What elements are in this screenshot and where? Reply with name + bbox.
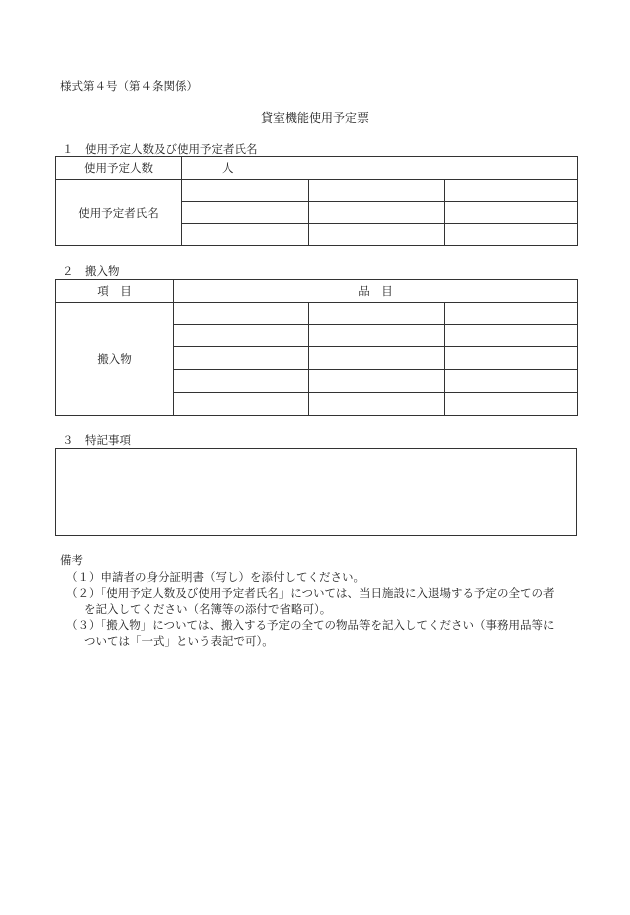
goods-table xyxy=(55,279,578,416)
goods-cell[interactable] xyxy=(445,393,578,416)
goods-cell[interactable] xyxy=(445,325,578,347)
goods-row-label: 搬入物 xyxy=(56,303,174,416)
attendee-name-cell[interactable] xyxy=(182,180,309,202)
section2-heading: ２ 搬入物 xyxy=(62,264,120,278)
page-title: 貸室機能使用予定票 xyxy=(260,111,369,125)
goods-cell[interactable] xyxy=(174,370,309,393)
note-line: ついては「一式」という表記で可）。 xyxy=(84,634,274,648)
attendee-table xyxy=(55,156,578,246)
goods-cell[interactable] xyxy=(445,370,578,393)
attendee-name-cell[interactable] xyxy=(309,180,445,202)
attendee-count-label: 使用予定人数 xyxy=(56,157,182,180)
attendee-name-cell[interactable] xyxy=(182,202,309,224)
attendee-name-cell[interactable] xyxy=(309,224,445,246)
form-number: 様式第４号（第４条関係） xyxy=(60,79,198,93)
goods-item-header: 項 目 xyxy=(56,280,174,303)
note-line: を記入してください（名簿等の添付で省略可）。 xyxy=(84,602,332,616)
notes-heading: 備考 xyxy=(60,553,83,567)
goods-cell[interactable] xyxy=(309,393,445,416)
special-notes-box[interactable] xyxy=(55,448,577,536)
note-line: （２）「使用予定人数及び使用予定者氏名」については、当日施設に入退場する予定の全ての者 xyxy=(66,586,555,600)
section3-heading: ３ 特記事項 xyxy=(62,433,131,447)
goods-cell[interactable] xyxy=(445,303,578,325)
goods-cell[interactable] xyxy=(174,347,309,370)
goods-cell[interactable] xyxy=(309,325,445,347)
attendee-count-unit: 人 xyxy=(222,161,234,175)
goods-name-header: 品 目 xyxy=(174,280,578,303)
section1-heading: １ 使用予定人数及び使用予定者氏名 xyxy=(62,142,258,156)
goods-cell[interactable] xyxy=(309,370,445,393)
note-line: （３）「搬入物」については、搬入する予定の全ての物品等を記入してください（事務用品等に xyxy=(66,618,555,632)
attendee-count-cell[interactable] xyxy=(182,157,578,180)
attendee-names-label: 使用予定者氏名 xyxy=(56,180,182,246)
goods-cell[interactable] xyxy=(445,347,578,370)
attendee-name-cell[interactable] xyxy=(182,224,309,246)
goods-cell[interactable] xyxy=(174,303,309,325)
attendee-name-cell[interactable] xyxy=(309,202,445,224)
attendee-name-cell[interactable] xyxy=(445,224,578,246)
goods-cell[interactable] xyxy=(174,325,309,347)
goods-cell[interactable] xyxy=(309,303,445,325)
attendee-name-cell[interactable] xyxy=(445,202,578,224)
goods-cell[interactable] xyxy=(309,347,445,370)
goods-cell[interactable] xyxy=(174,393,309,416)
attendee-name-cell[interactable] xyxy=(445,180,578,202)
note-line: （１）申請者の身分証明書（写し）を添付してください。 xyxy=(66,570,365,584)
